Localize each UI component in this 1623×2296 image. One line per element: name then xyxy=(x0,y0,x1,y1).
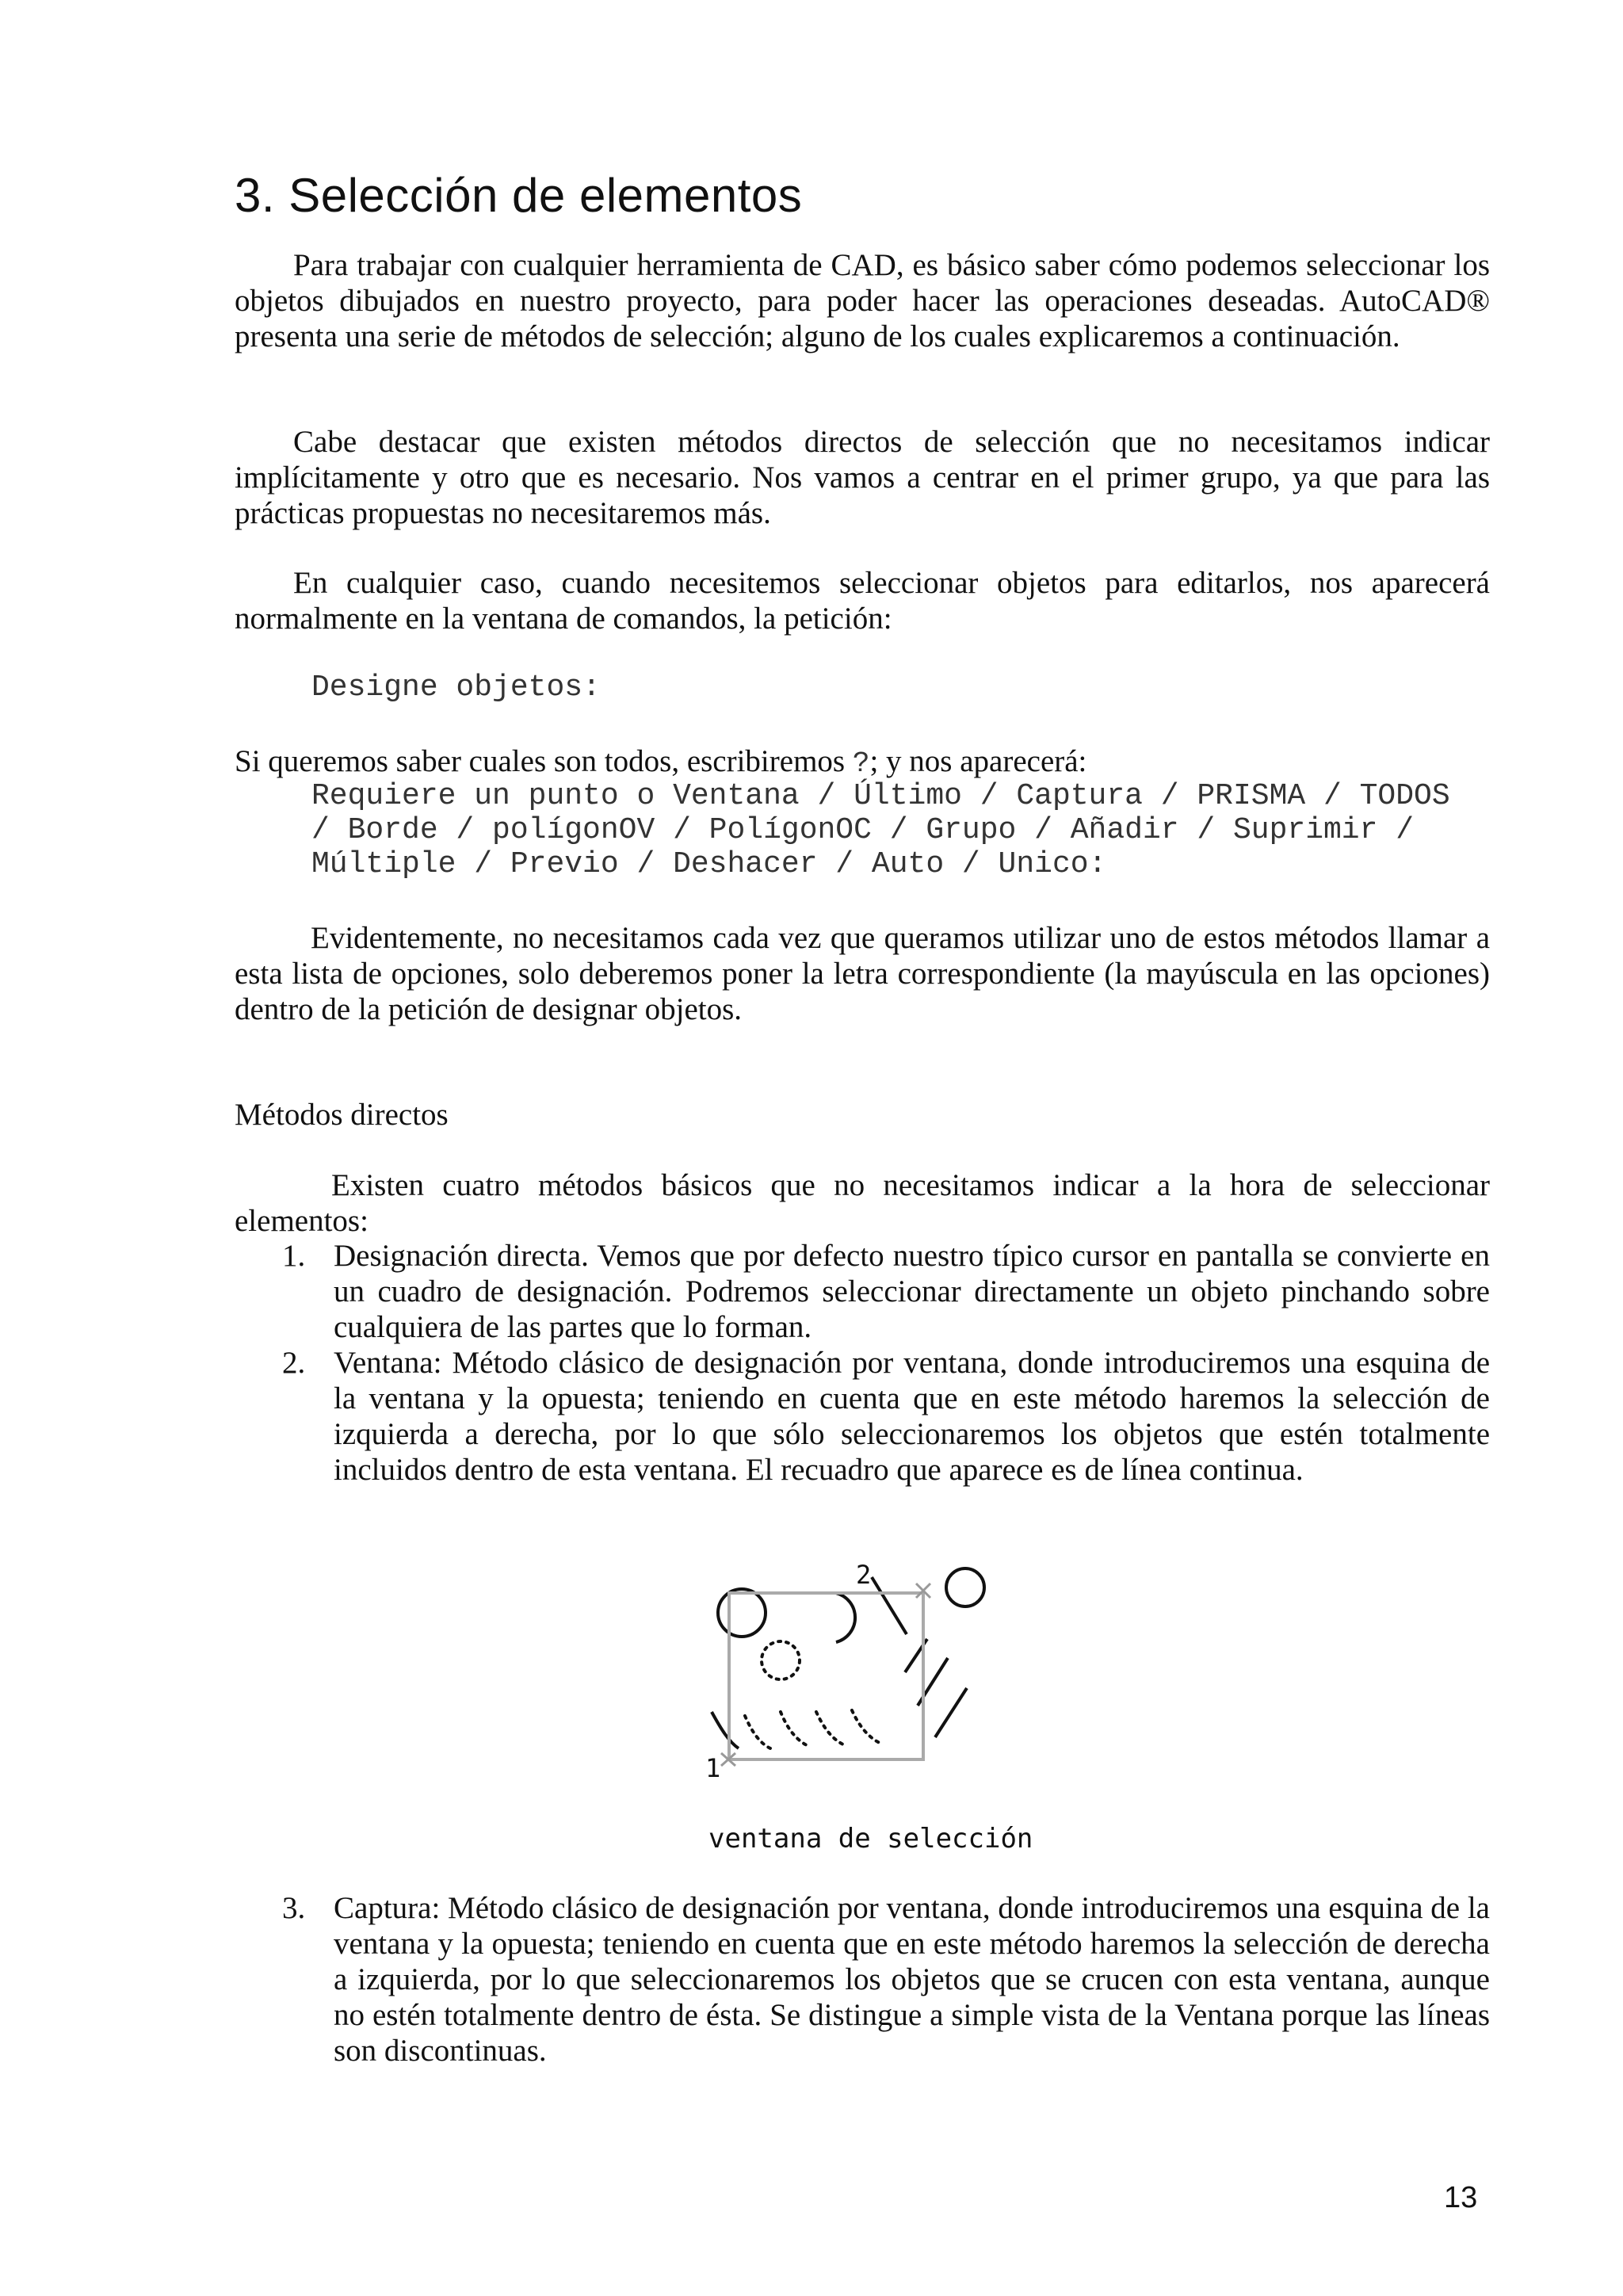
dotted-circle-inside xyxy=(762,1641,800,1679)
dotted-arc-inside xyxy=(816,1712,845,1745)
dotted-arc-inside xyxy=(781,1712,810,1747)
paragraph-intro xyxy=(235,247,1490,354)
list-item xyxy=(235,1238,1490,1345)
line-crossing-corner xyxy=(872,1577,907,1634)
command-prompt: Designe objetos: xyxy=(311,670,601,705)
paragraph-text: Existen cuatro métodos básicos que no necesitamos indicar a la hora de seleccionar elementos: xyxy=(235,1168,1490,1238)
options-line-1: Requiere un punto o Ventana / Último / Captura / PRISMA / TODOS xyxy=(311,779,1450,813)
dotted-arc-inside xyxy=(745,1716,770,1748)
circle-outside-left xyxy=(718,1589,766,1637)
corner-marks xyxy=(721,1584,930,1766)
line-right-3 xyxy=(935,1688,967,1737)
page-number: 13 xyxy=(1444,2181,1478,2214)
options-intro-tail: ; y nos aparecerá: xyxy=(869,744,1087,778)
selection-window-figure xyxy=(697,1553,1030,1862)
method-list-part-2 xyxy=(235,1890,1490,2069)
paragraph-text xyxy=(235,743,1490,781)
list-item-number: 1. xyxy=(282,1239,306,1273)
paragraph-text: Cabe destacar que existen métodos directos de selección que no necesitamos indicar implícitamente y otro que es necesario. Nos vamos a centrar en el primer grupo, ya que para las prácticas propuestas no necesitaremos más. xyxy=(235,425,1490,530)
arc-crossing-bottom xyxy=(712,1712,739,1748)
list-item xyxy=(235,1345,1490,1488)
paragraph-options-intro xyxy=(235,743,1490,781)
subheading-text: Métodos directos xyxy=(235,1098,449,1132)
paragraph-text: En cualquier caso, cuando necesitemos seleccionar objetos para editarlos, nos aparecerá normalmente en la ventana de comandos, la petición: xyxy=(235,566,1490,636)
dotted-arc-inside xyxy=(852,1710,881,1744)
paragraph-methods-note xyxy=(235,424,1490,531)
corner-label-1: 1 xyxy=(705,1753,721,1783)
corner-label-2: 2 xyxy=(856,1560,872,1590)
list-item-text: Designación directa. Vemos que por defecto nuestro típico cursor en pantalla se convierte en un cuadro de designación. Podremos seleccionar directamente un objeto pinchando sobre cualquiera de las partes que lo forman. xyxy=(334,1239,1490,1344)
paragraph-options-usage xyxy=(235,920,1490,1027)
question-mark-code: ? xyxy=(852,747,870,780)
paragraph-four-methods xyxy=(235,1167,1490,1239)
objects-inside-window xyxy=(745,1641,881,1748)
circle-outside-right xyxy=(946,1568,984,1606)
options-line-3: Múltiple / Previo / Deshacer / Auto / Unico: xyxy=(311,847,1107,881)
paragraph-text: Para trabajar con cualquier herramienta de CAD, es básico saber cómo podemos seleccionar los objetos dibujados en nuestro proyecto, para poder hacer las operaciones deseadas. AutoCAD® presenta una serie de métodos de selección; alguno de los cuales explicaremos a continuación. xyxy=(235,248,1490,353)
method-list-part-1 xyxy=(235,1238,1490,1488)
options-line-2: / Borde / polígonOV / PolígonOC / Grupo / Añadir / Suprimir / xyxy=(311,813,1415,847)
subheading-direct-methods xyxy=(235,1097,1490,1133)
list-item-text: Ventana: Método clásico de designación por ventana, donde introduciremos una esquina de la ventana y la opuesta; teniendo en cuenta que en este método haremos la selección de izquierda a derecha, por lo que sólo seleccionaremos los objetos que estén totalmente incluidos dentro de esta ventana. El recuadro que aparece es de línea continua. xyxy=(334,1346,1490,1487)
list-item-number: 3. xyxy=(282,1891,306,1925)
arc-crossing-top xyxy=(836,1593,855,1642)
paragraph-command-window xyxy=(235,565,1490,636)
list-item-number: 2. xyxy=(282,1346,306,1380)
list-item xyxy=(235,1890,1490,2069)
figure-caption: ventana de selección xyxy=(708,1823,1033,1855)
list-item-text: Captura: Método clásico de designación por ventana, donde introduciremos una esquina de la ventana y la opuesta; teniendo en cuenta que en este método haremos la selección de derecha a izquierda, por lo que seleccionaremos los objetos que se crucen con esta ventana, aunque no estén totalmente dentro de ésta. Se distingue a simple vista de la Ventana porque las líneas son discontinuas. xyxy=(334,1891,1490,2068)
options-intro-lead: Si queremos saber cuales son todos, escribiremos xyxy=(235,744,853,778)
section-title: 3. Selección de elementos xyxy=(235,169,803,222)
selection-window-rect xyxy=(729,1593,923,1759)
paragraph-text: Evidentemente, no necesitamos cada vez que queramos utilizar uno de estos métodos llamar a esta lista de opciones, solo deberemos poner la letra correspondiente (la mayúscula en las opciones) dentro de la petición de designar objetos. xyxy=(235,921,1490,1026)
